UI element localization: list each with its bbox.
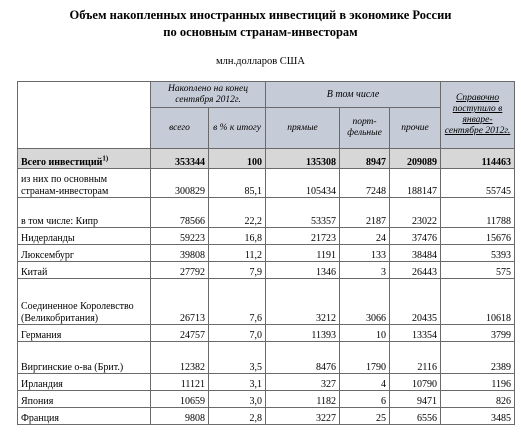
table-row <box>18 342 515 374</box>
cell-value: 7,9 <box>209 262 266 279</box>
cell-value: 26713 <box>151 279 209 325</box>
country-label: в том числе: Кипр <box>18 198 151 228</box>
cell-value: 9808 <box>151 408 209 425</box>
cell-value: 2187 <box>340 198 390 228</box>
cell-value: 3,1 <box>209 374 266 391</box>
country-label: Нидерланды <box>18 228 151 245</box>
cell-value: 11788 <box>441 198 515 228</box>
cell-value: 9471 <box>390 391 441 408</box>
cell-value: 1191 <box>266 245 340 262</box>
table-row <box>18 228 515 245</box>
cell-value: 1346 <box>266 262 340 279</box>
cell-value: 22,2 <box>209 198 266 228</box>
cell-value: 27792 <box>151 262 209 279</box>
table-row <box>18 408 515 425</box>
table-row <box>18 279 515 325</box>
country-label: Ирландия <box>18 374 151 391</box>
table-row <box>18 169 515 198</box>
investment-table <box>17 81 515 425</box>
cell-value: 3485 <box>441 408 515 425</box>
country-label: Китай <box>18 262 151 279</box>
cell-value: 3212 <box>266 279 340 325</box>
cell-value: 7,0 <box>209 325 266 342</box>
country-label: Соединенное Королевство (Великобритания) <box>18 279 151 325</box>
table-row <box>18 391 515 408</box>
total-label-text: Всего инвестиций <box>21 156 103 168</box>
col-percent: в % к итогу <box>209 108 266 149</box>
cell-value: 24757 <box>151 325 209 342</box>
cell-value: 6556 <box>390 408 441 425</box>
cell-value: 2,8 <box>209 408 266 425</box>
cell-value: 2389 <box>441 342 515 374</box>
total-value: 100 <box>209 149 266 169</box>
cell-value: 55745 <box>441 169 515 198</box>
cell-value: 133 <box>340 245 390 262</box>
cell-value: 38484 <box>390 245 441 262</box>
cell-value: 105434 <box>266 169 340 198</box>
title-line-1: Объем накопленных иностранных инвестиций в экономике России <box>69 8 452 22</box>
header-reference <box>441 82 515 149</box>
country-label: Франция <box>18 408 151 425</box>
cell-value: 4 <box>340 374 390 391</box>
cell-value: 10659 <box>151 391 209 408</box>
cell-value: 53357 <box>266 198 340 228</box>
cell-value: 826 <box>441 391 515 408</box>
country-label: Германия <box>18 325 151 342</box>
total-row <box>18 149 515 169</box>
cell-value: 13354 <box>390 325 441 342</box>
cell-value: 7248 <box>340 169 390 198</box>
cell-value: 188147 <box>390 169 441 198</box>
cell-value: 575 <box>441 262 515 279</box>
header-blank-cell <box>18 82 151 149</box>
total-value: 209089 <box>390 149 441 169</box>
table-row <box>18 198 515 228</box>
cell-value: 15676 <box>441 228 515 245</box>
country-label: Япония <box>18 391 151 408</box>
cell-value: 21723 <box>266 228 340 245</box>
country-label: Виргинские о-ва (Брит.) <box>18 342 151 374</box>
cell-value: 26443 <box>390 262 441 279</box>
cell-value: 7,6 <box>209 279 266 325</box>
col-total: всего <box>151 108 209 149</box>
cell-value: 300829 <box>151 169 209 198</box>
header-accumulated: Накоплено на конец сентября 2012г. <box>151 82 266 108</box>
cell-value: 37476 <box>390 228 441 245</box>
cell-value: 11121 <box>151 374 209 391</box>
total-value: 135308 <box>266 149 340 169</box>
cell-value: 20435 <box>390 279 441 325</box>
cell-value: 10618 <box>441 279 515 325</box>
table-row <box>18 325 515 342</box>
header-reference-text: Справочно поступило в январе-сентябре 2012г. <box>444 93 511 136</box>
total-label <box>18 149 151 169</box>
cell-value: 2116 <box>390 342 441 374</box>
cell-value: 3,0 <box>209 391 266 408</box>
cell-value: 85,1 <box>209 169 266 198</box>
cell-value: 3227 <box>266 408 340 425</box>
total-value: 353344 <box>151 149 209 169</box>
units-label: млн.долларов США <box>216 56 305 67</box>
col-other: прочие <box>390 108 441 149</box>
cell-value: 5393 <box>441 245 515 262</box>
col-direct: прямые <box>266 108 340 149</box>
total-value: 8947 <box>340 149 390 169</box>
table-row <box>18 374 515 391</box>
table-row <box>18 245 515 262</box>
cell-value: 16,8 <box>209 228 266 245</box>
cell-value: 23022 <box>390 198 441 228</box>
cell-value: 11393 <box>266 325 340 342</box>
cell-value: 3066 <box>340 279 390 325</box>
cell-value: 12382 <box>151 342 209 374</box>
cell-value: 1196 <box>441 374 515 391</box>
col-portfolio: порт-фельные <box>340 108 390 149</box>
table-row <box>18 262 515 279</box>
footnote-marker: 1) <box>102 154 109 163</box>
cell-value: 11,2 <box>209 245 266 262</box>
cell-value: 39808 <box>151 245 209 262</box>
cell-value: 1790 <box>340 342 390 374</box>
country-label: Люксембург <box>18 245 151 262</box>
cell-value: 327 <box>266 374 340 391</box>
total-value: 114463 <box>441 149 515 169</box>
country-label: из них по основным странам-инвесторам <box>18 169 151 198</box>
cell-value: 3,5 <box>209 342 266 374</box>
cell-value: 6 <box>340 391 390 408</box>
cell-value: 59223 <box>151 228 209 245</box>
cell-value: 3 <box>340 262 390 279</box>
header-including: В том числе <box>266 82 441 108</box>
cell-value: 3799 <box>441 325 515 342</box>
cell-value: 10 <box>340 325 390 342</box>
cell-value: 8476 <box>266 342 340 374</box>
title-line-2: по основным странам-инвесторам <box>163 25 358 39</box>
cell-value: 1182 <box>266 391 340 408</box>
cell-value: 10790 <box>390 374 441 391</box>
cell-value: 25 <box>340 408 390 425</box>
cell-value: 78566 <box>151 198 209 228</box>
cell-value: 24 <box>340 228 390 245</box>
